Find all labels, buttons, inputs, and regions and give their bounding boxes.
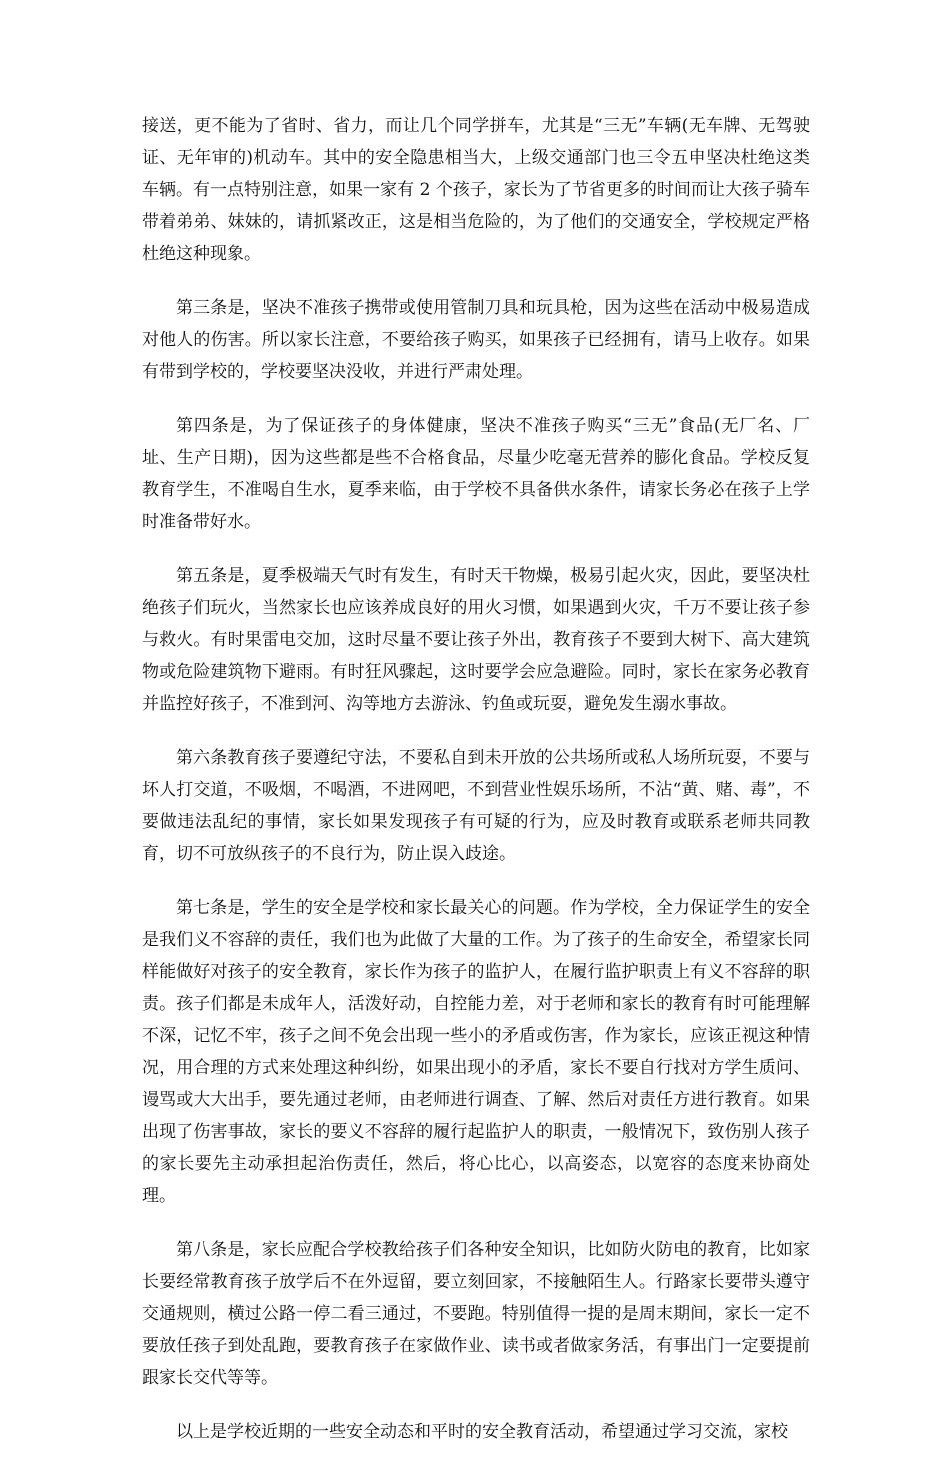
paragraph-rule-4-food-safety: 第四条是，为了保证孩子的身体健康，坚决不准孩子购买“三无”食品(无厂名、厂址、生产日期)，因为这些都是些不合格食品，尽量少吃毫无营养的膨化食品。学校反复教育学生，不准喝自生水，夏季来临，由于学校不具备供水条件，请家长务必在孩子上学时准备带好水。 xyxy=(142,416,810,532)
paragraph-carpool-rule: 接送，更不能为了省时、省力，而让几个同学拼车，尤其是“三无”车辆(无车牌、无驾驶证、无年审的)机动车。其中的安全隐患相当大，上级交通部门也三令五申坚决杜绝这类车辆。有一点特别注意，如果一家有 2 个孩子，家长为了节省更多的时间而让大孩子骑车带着弟弟、妹妹的，请抓紧改正，这是相当危险的，为了他们的交通安全，学校规定严格杜绝这种现象。 xyxy=(142,116,810,264)
paragraph-rule-6-law-abiding: 第六条教育孩子要遵纪守法，不要私自到未开放的公共场所或私人场所玩耍，不要与坏人打交道，不吸烟，不喝酒，不进网吧，不到营业性娱乐场所，不沾“黄、赌、毒”，不要做违法乱纪的事情，家长如果发现孩子有可疑的行为，应及时教育或联系老师共同教育，切不可放纵孩子的不良行为，防止误入歧途。 xyxy=(142,748,810,864)
paragraph-rule-3-knives-toy-guns: 第三条是，坚决不准孩子携带或使用管制刀具和玩具枪，因为这些在活动中极易造成对他人的伤害。所以家长注意，不要给孩子购买，如果孩子已经拥有，请马上收存。如果有带到学校的，学校要坚决没收，并进行严肃处理。 xyxy=(142,298,810,382)
paragraph-rule-5-weather-fire-water: 第五条是，夏季极端天气时有发生，有时天干物燥，极易引起火灾，因此，要坚决杜绝孩子们玩火，当然家长也应该养成良好的用火习惯，如果遇到火灾，千万不要让孩子参与救火。有时果雷电交加，这时尽量不要让孩子外出，教育孩子不要到大树下、高大建筑物或危险建筑物下避雨。有时狂风骤起，这时要学会应急避险。同时，家长在家务必教育并监控好孩子，不准到河、沟等地方去游泳、钓鱼或玩耍，避免发生溺水事故。 xyxy=(142,566,810,714)
paragraph-rule-8-safety-knowledge: 第八条是，家长应配合学校教给孩子们各种安全知识，比如防火防电的教育，比如家长要经常教育孩子放学后不在外逗留，要立刻回家，不接触陌生人。行路家长要带头遵守交通规则，横过公路一停二看三通过，不要跑。特别值得一提的是周末期间，家长一定不要放任孩子到处乱跑，要教育孩子在家做作业、读书或者做家务活，有事出门一定要提前跟家长交代等等。 xyxy=(142,1240,810,1388)
paragraph-closing: 以上是学校近期的一些安全动态和平时的安全教育活动，希望通过学习交流，家校 xyxy=(176,1422,788,1442)
paragraph-rule-7-safety-responsibility: 第七条是，学生的安全是学校和家长最关心的问题。作为学校，全力保证学生的安全是我们义不容辞的责任，我们也为此做了大量的工作。为了孩子的生命安全，希望家长同样能做好对孩子的安全教育，家长作为孩子的监护人，在履行监护职责上有义不容辞的职责。孩子们都是未成年人，活泼好动，自控能力差，对于老师和家长的教育有时可能理解不深，记忆不牢，孩子之间不免会出现一些小的矛盾或伤害，作为家长，应该正视这种情况，用合理的方式来处理这种纠纷，如果出现小的矛盾，家长不要自行找对方学生质问、谩骂或大大出手，要先通过老师，由老师进行调查、了解、然后对责任方进行教育。如果出现了伤害事故，家长的要义不容辞的履行起监护人的职责，一般情况下，致伤别人孩子的家长要先主动承担起治伤责任，然后，将心比心，以高姿态，以宽容的态度来协商处理。 xyxy=(142,898,810,1206)
document-page xyxy=(142,110,810,1470)
